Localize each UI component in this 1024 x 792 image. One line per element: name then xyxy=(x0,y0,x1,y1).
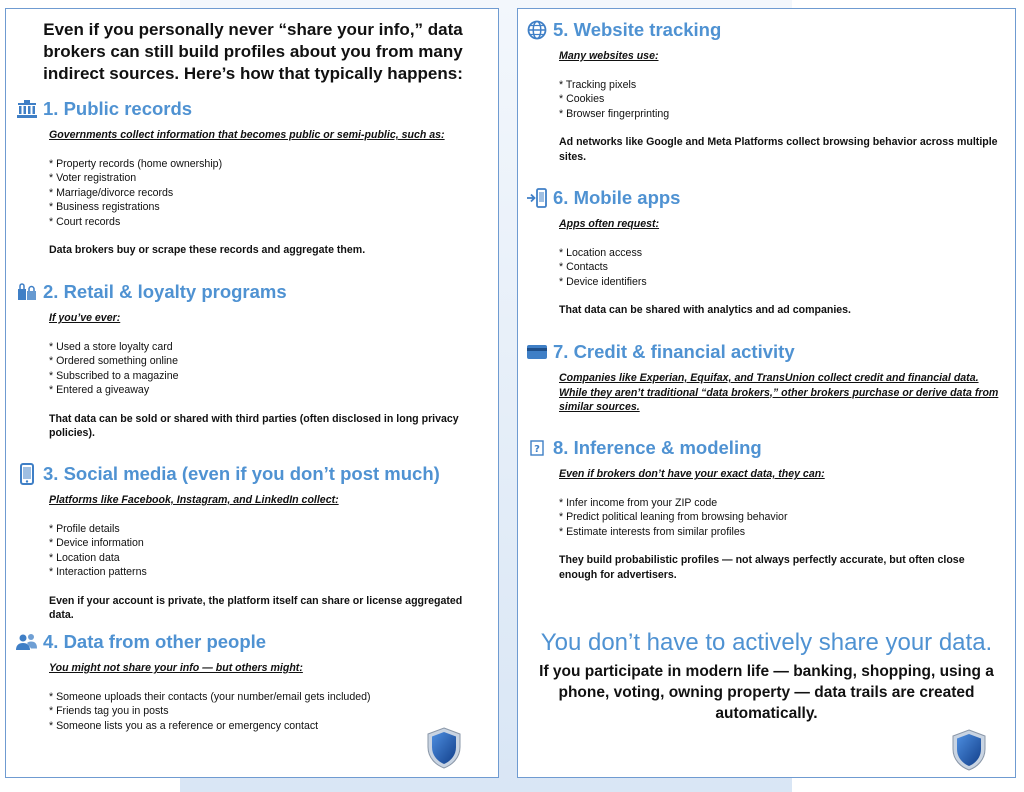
section-lead: Platforms like Facebook, Instagram, and LinkedIn collect: xyxy=(49,494,339,506)
section-public-records xyxy=(16,96,488,258)
list-item: * Subscribed to a magazine xyxy=(49,369,179,382)
list-item: * Cookies xyxy=(559,93,605,105)
credit-card-icon xyxy=(526,341,548,363)
list-item: * Predict political leaning from browsing behavior xyxy=(559,511,788,523)
list-item: * Tracking pixels xyxy=(559,78,637,91)
list-item: * Entered a giveaway xyxy=(49,384,150,396)
list-item: * Interaction patterns xyxy=(49,566,147,578)
section-other-people xyxy=(16,629,488,733)
shield-icon xyxy=(426,727,462,769)
list-item: * Location access xyxy=(559,246,643,259)
left-panel xyxy=(5,8,499,778)
list-item: * Estimate interests from similar profiles xyxy=(559,525,746,538)
section-title: 4. Data from other people xyxy=(43,631,267,652)
list-item: * Location data xyxy=(49,551,120,564)
unknown-glyph-icon xyxy=(526,437,548,459)
section-mobile-apps xyxy=(526,185,1005,318)
section-title: 2. Retail & loyalty programs xyxy=(43,281,287,302)
section-heading xyxy=(16,461,488,487)
section-title: 3. Social media (even if you don’t post much) xyxy=(43,463,440,484)
section-lead: Companies like Experian, Equifax, and TransUnion collect credit and financial data. While they aren’t traditional “data brokers,” other brokers purchase or derive data from similar sources. xyxy=(559,372,999,413)
list-item: * Voter registration xyxy=(49,172,137,184)
section-note: They build probabilistic profiles — not always perfectly accurate, but often close enough for advertisers. xyxy=(559,554,965,581)
section-note: Even if your account is private, the platform itself can share or license aggregated data. xyxy=(49,594,463,621)
section-website-tracking xyxy=(526,17,1005,164)
list-item: * Profile details xyxy=(49,522,120,535)
section-title: 6. Mobile apps xyxy=(553,187,681,208)
section-heading xyxy=(16,629,488,655)
shopping-bags-icon xyxy=(16,281,38,303)
section-lead: Governments collect information that becomes public or semi-public, such as: xyxy=(49,129,445,141)
list-item: * Infer income from your ZIP code xyxy=(559,496,718,509)
section-lead: Even if brokers don’t have your exact data, they can: xyxy=(559,468,825,480)
intro-text: Even if you personally never “share your info,” data brokers can still build profiles about you from many indirect sources. Here’s how that typically happens: xyxy=(43,20,463,83)
svg-text:?: ? xyxy=(534,444,540,455)
list-item: * Marriage/divorce records xyxy=(49,186,174,199)
mobile-arrow-icon xyxy=(526,187,548,209)
section-lead: If you’ve ever: xyxy=(49,312,121,324)
section-credit-financial xyxy=(526,339,1005,429)
section-heading xyxy=(526,339,1005,365)
section-note: Ad networks like Google and Meta Platforms collect browsing behavior across multiple sites. xyxy=(559,136,998,163)
list-item: * Business registrations xyxy=(49,201,160,213)
people-icon xyxy=(16,631,38,653)
globe-icon xyxy=(526,19,548,41)
list-item: * Device identifiers xyxy=(559,275,647,288)
right-panel xyxy=(517,8,1016,778)
list-item: * Property records (home ownership) xyxy=(49,157,223,170)
section-social-media xyxy=(16,461,488,623)
bank-building-icon xyxy=(16,98,38,120)
list-item: * Ordered something online xyxy=(49,355,178,367)
list-item: * Contacts xyxy=(559,261,608,273)
list-item: * Someone lists you as a reference or emergency contact xyxy=(49,719,319,732)
section-lead: Many websites use: xyxy=(559,50,659,62)
closing-headline: You don’t have to actively share your data. xyxy=(540,629,993,656)
section-title: 1. Public records xyxy=(43,98,193,119)
section-heading xyxy=(526,17,1005,43)
section-title: 5. Website tracking xyxy=(553,19,722,40)
section-retail-loyalty xyxy=(16,279,488,441)
section-heading xyxy=(16,96,488,122)
closing-text: If you participate in modern life — banking, shopping, using a phone, voting, owning property — data trails are created automatically. xyxy=(539,663,994,722)
section-heading xyxy=(526,435,1005,461)
section-inference-modeling xyxy=(526,435,1005,582)
section-lead: Apps often request: xyxy=(559,218,660,230)
list-item: * Device information xyxy=(49,537,144,549)
list-item: * Court records xyxy=(49,215,121,228)
section-lead: You might not share your info — but others might: xyxy=(49,662,303,674)
section-note: Data brokers buy or scrape these records and aggregate them. xyxy=(49,244,366,256)
section-title: 7. Credit & financial activity xyxy=(553,341,795,362)
list-item: * Used a store loyalty card xyxy=(49,340,173,353)
section-note: That data can be sold or shared with third parties (often disclosed in long privacy policies). xyxy=(49,412,459,439)
shield-icon xyxy=(951,729,987,771)
list-item: * Someone uploads their contacts (your number/email gets included) xyxy=(49,690,371,703)
section-note: That data can be shared with analytics and ad companies. xyxy=(559,304,852,316)
smartphone-icon xyxy=(16,463,38,485)
list-item: * Friends tag you in posts xyxy=(49,705,169,717)
section-title: 8. Inference & modeling xyxy=(553,437,762,458)
section-heading xyxy=(16,279,488,305)
list-item: * Browser fingerprinting xyxy=(559,107,670,120)
section-heading xyxy=(526,185,1005,211)
